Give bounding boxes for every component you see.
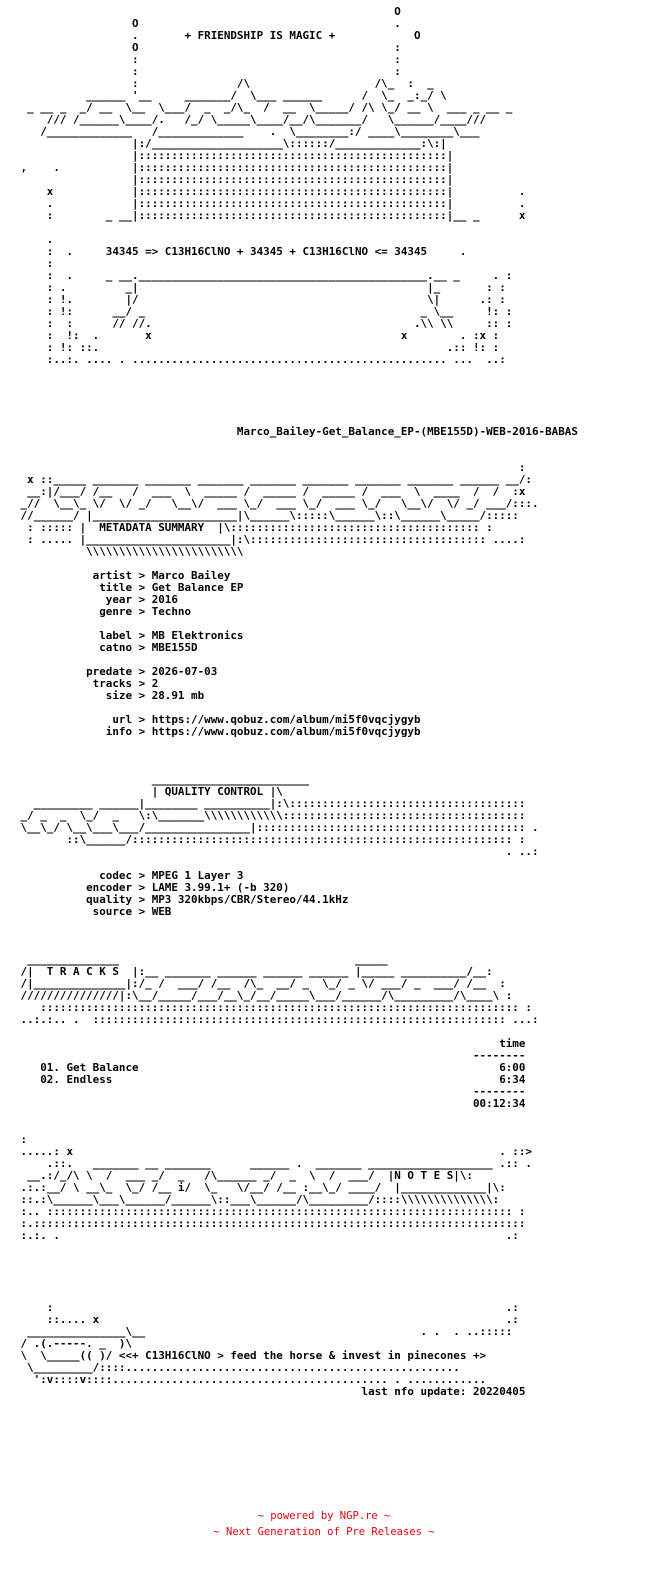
track-1: 01. Get Balance 6:00 <box>40 1061 526 1074</box>
meta-year: year > 2016 <box>105 593 178 606</box>
qc-codec: codec > MPEG 1 Layer 3 <box>99 869 244 882</box>
credit-prefix: ~ powered by <box>257 1510 340 1522</box>
credit-suffix: ~ <box>377 1510 391 1522</box>
track-2: 02. Endless 6:34 <box>40 1073 526 1086</box>
tracks-total: 00:12:34 <box>472 1097 526 1110</box>
qc-quality: quality > MP3 320kbps/CBR/Stereo/44.1kHz <box>86 893 349 906</box>
qc-encoder: encoder > LAME 3.99.1+ (-b 320) <box>86 881 290 894</box>
meta-tracks: tracks > 2 <box>92 677 159 690</box>
qc-source: source > WEB <box>92 905 172 918</box>
footer-tagline: \ \_____(( )/ <<+ C13H16ClNO > feed the horse & invest in pinecones +> <box>20 1349 487 1362</box>
meta-catno: catno > MBE155D <box>99 641 198 654</box>
meta-label: label > MB Elektronics <box>99 629 244 642</box>
release-name: Marco_Bailey-Get_Balance_EP-(MBE155D)-WEB-2016-BABAS <box>236 425 578 438</box>
last-update: last nfo update: 20220405 <box>361 1385 526 1398</box>
meta-title: title > Get Balance EP <box>99 581 244 594</box>
meta-size: size > 28.91 mb <box>105 689 205 702</box>
meta-info: info > https://www.qobuz.com/album/mi5f0vqcjygyb <box>105 725 421 738</box>
ngp-link[interactable]: NGP.re <box>339 1510 378 1522</box>
meta-url: url > https://www.qobuz.com/album/mi5f0vqcjygyb <box>112 713 421 726</box>
meta-genre: genre > Techno <box>99 605 192 618</box>
nfo-text: O O . . + FRIENDSHIP IS MAGIC + O O : : : : : : /\ /\_ : _ ______ '__ _______/ \___ ______ / \_ _:_/ \ _ __ _ _/ __ \__ \___/ _ _/\_ / __ \_____/ /\ \_/ __ \ ___ _ __ _ /// /______\____/. /_/ \_____\____/__/\_______/ \______/____/// /_____________ /_____________ . \________:/ ____\________\___ |:/____________________\::::::/_____________:\:| |:::::::::::::::::::::::::::::::::::::::::::::::| , . |:::::::::::::::::::::::::::::::::::::::::::::::| |:::::::::::::::::::::::::::::::::::::::::::::::| x |:::::::::::::::::::::::::::::::::::::::::::::::| . . |:::::::::::::::::::::::::::::::::::::::::::::::| . : _ __|:::::::::::::::::::::::::::::::::::::::::::::::|__ _ x . : . 34345 => C13H16ClNO + 34345 + C13H16ClNO <= 34345 . : : . _ __.____________________________________________.__ _ . : : . _| |_ : : : !. |/ \| .: : : !: __/ _ _ \__ !: : : : // //. .\\ \\ :: : : !: . x x . :x : : !: ::. .:: !: : :..:. .... . ................................................ ... ..: Marco_Bailey-Get_Balance_EP-(MBE155D)-WEB-2016-BABAS : x ::_____ _______ _______ _______ _______ _______ _______ _______ ______ __/: __:|/___/ /__ / ___ \ _____ / _____ / _____ / ___ \ ____ / / :x _// \__\_ \/ \/ _/ \__\/ ___ \_/ ___ \_/ ___ \_/ \__\/ \/ _/ ___/:::. //______/ |______________________|\______\:::::\______\::\______\_____/::::: : ::::: | METADATA SUMMARY |\:::::::::::::::::::::::::::::::::::::: : : ..... |______________________|:\:::::::::::::::::::::::::::::::::::: ....: \\\\\\\\\\\\\\\\\\\\\\\\ artist > Marco Bailey title > Get Balance EP year > 2016 genre > Techno label > MB Elektronics catno > MBE155D predate > 2026-07-03 tracks > 2 size > 28.91 mb url > https://www.qobuz.com/album/mi5f0vqcjygyb info > https://www.qobuz.com/album/mi5f0vqcjygyb ________________________ | QUALITY CONTROL |\ _________ ______|________ __________|:\:::::::::::::::::::::::::::::::::::: _/ _ _ \_/ _ \:\_______\\\\\\\\\\\\::::::::::::::::::::::::::::::::::::: \__\_/ \__\___\___/________________|::::::::::::::::::::::::::::::::::::::::: . ::\______/:::::::::::::::::::::::::::::::::::::::::::::::::::::::::: : . ..: codec > MPEG 1 Layer 3 encoder > LAME 3.99.1+ (-b 320) quality > MP3 320kbps/CBR/Stereo/44.1kHz source > WEB ______________ _____ /| T R A C K S |:__ _______ ______ ______ ______ |_____ __________/__: /|______________|:/_ / ___/ /__ /\_ __/ _ \_/ _ \/ ___/ _ ___/ /__ : ///////////////|:\__/_____/___/__\_/__/_____\___/______/\_________/\____\ : ::::::::::::::::::::::::::::::::::::::::::::::::::::::::::::::::::::::::: : ..:.:.. . ::::::::::::::::::::::::::::::::::::::::::::::::::::::::::::::: ...: time -------- 01. Get Balance 6:00 02. Endless 6:34 -------- 00:12:34 : .....: x . ::> .::. _______ __ _______ ______ . _______ ___________________ .:: . __.:/_/\ \ / ___ _/ _ /\______ _/ _ \ / ___/ |N O T E S|\: .:.:__/ \ __\_ \_/ /__ i/ \_ \/__/ /__ :__\_/ ____/ |_____________|\: ::.:\______\___\______/______\::___\______/\_________/::::\\\\\\\\\\\\\\: :.. ::::::::::::::::::::::::::::::::::::::::::::::::::::::::::::::::::::::: : :.::::::::::::::::::::::::::::::::::::::::::::::::::::::::::::::::::::::::::: :.:. . .: : .: ::.... x .: _______________\__ . . . ..::::: / .(.-----. _ )\ \ \_____(( )/ <<+ C13H16ClNO > feed the horse & invest in pinecones +> \_________/::::................................................... ':v::::v::::.......................................... . ............ last nfo update: 20220405 <box>14 6 578 1398</box>
meta-artist: artist > Marco Bailey <box>92 569 231 582</box>
meta-predate: predate > 2026-07-03 <box>86 665 218 678</box>
credit-line-powered-by <box>0 1510 648 1522</box>
tracks-time-header: time <box>499 1037 526 1050</box>
credit-line-tagline: ~ Next Generation of Pre Releases ~ <box>213 1526 435 1538</box>
